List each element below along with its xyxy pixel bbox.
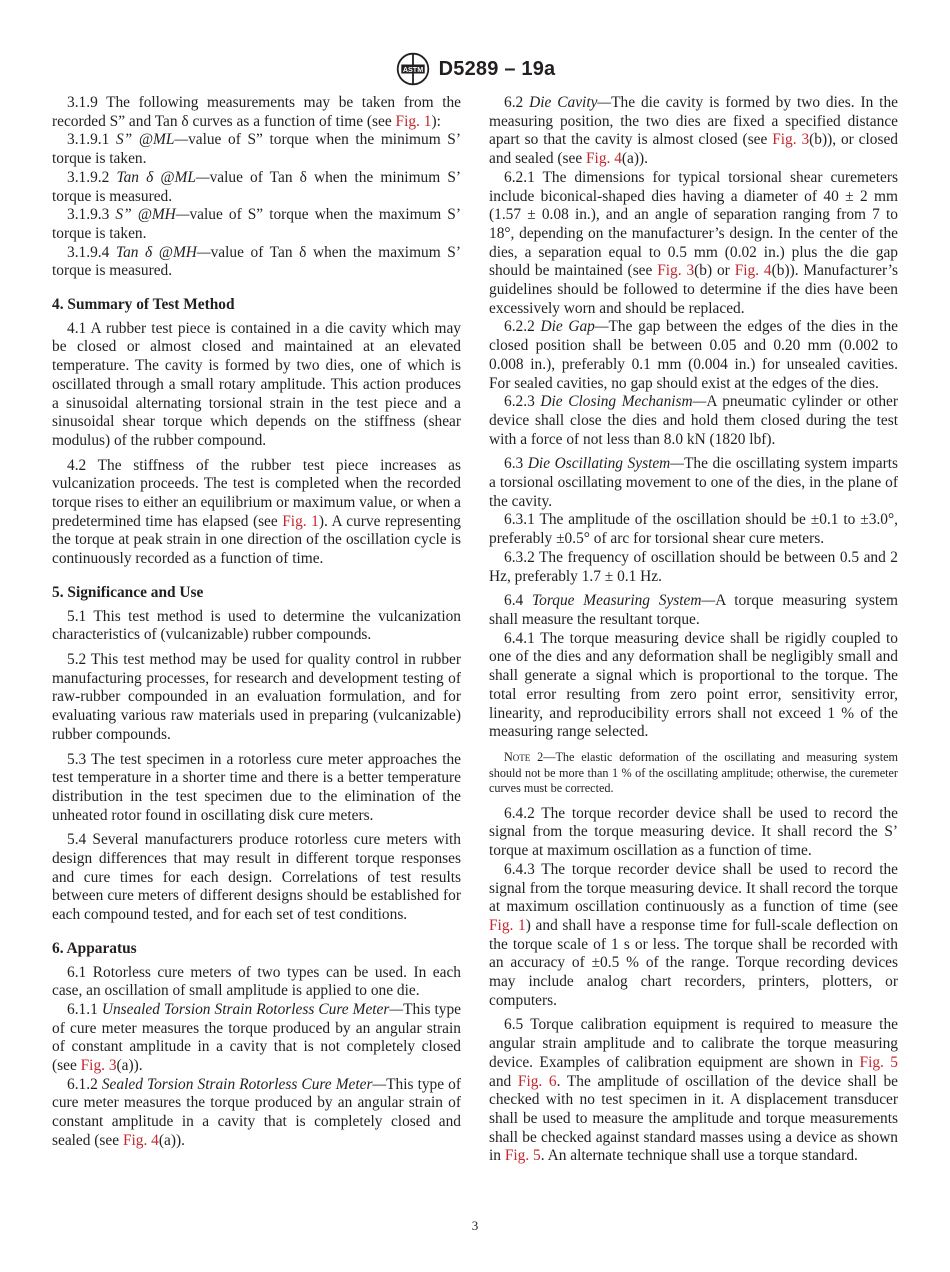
paragraph-6-4: 6.4 Torque Measuring System—A torque measuring system shall measure the resultant torque. bbox=[489, 592, 898, 628]
paragraph-6-2-1: 6.2.1 The dimensions for typical torsional shear curemeters include biconical-shaped dies having a diameter of 40 ± 2 mm (1.57 ± 0.08 in.), and an angle of separation ranging from 7 to 18°, depending on the manufacturer’s design. In the center of the dies, a separation equal to 0.5 mm (0.02 in.) plus the die gap should be maintained (see Fig. 3(b) or Fig. 4(b)). Manufacturer’s guidelines should be followed to determine if the dies have been excessively worn and should be replaced. bbox=[489, 168, 899, 317]
fig-4-link[interactable]: Fig. 4 bbox=[122, 1131, 159, 1149]
section-heading-4: 4. Summary of Test Method bbox=[52, 296, 235, 314]
paragraph-5-2: 5.2 This test method may be used for quality control in rubber manufacturing processes, for research and development testing of raw-rubber compounded in an evaluation formulation, and for evaluating various raw materials used in preparing (vulcanizable) rubber compounds. bbox=[52, 650, 461, 743]
fig-1-link[interactable]: Fig. 1 bbox=[395, 112, 432, 130]
paragraph-6-3-1: 6.3.1 The amplitude of the oscillation should be ±0.1 to ±3.0°, preferably ±0.5° of arc for torsional shear cure meters. bbox=[489, 511, 898, 548]
fig-1-link[interactable]: Fig. 1 bbox=[489, 916, 526, 934]
paragraph-6-3-2: 6.3.2 The frequency of oscillation should be between 0.5 and 2 Hz, preferably 1.7 ± 0.1 Hz. bbox=[489, 548, 898, 585]
paragraph-6-1-1: 6.1.1 Unsealed Torsion Strain Rotorless Cure Meter—This type of cure meter measures the torque produced by an angular strain of constant amplitude in a cavity that is not completely closed (see Fig. 3(a)). bbox=[52, 1000, 461, 1075]
fig-4-link[interactable]: Fig. 4 bbox=[734, 262, 772, 280]
paragraph-3-1-9-3: 3.1.9.3 S” @MH—value of S” torque when the maximum S’ torque is taken. bbox=[52, 206, 461, 242]
paragraph-5-3: 5.3 The test specimen in a rotorless cure meter approaches the test temperature in a shorter time and there is a better temperature distribution in the test specimen due to the elimination of the unheated rotor found in oscillating disk cure meters. bbox=[52, 750, 461, 824]
fig-3-link[interactable]: Fig. 3 bbox=[80, 1057, 117, 1075]
paragraph-6-5: 6.5 Torque calibration equipment is required to measure the angular strain amplitude and to calibrate the torque measuring device. Examples of calibration equipment are shown in Fig. 5 and Fig. 6. The amplitude of oscillation of the device shall be checked with no test specimen in it. A displacement transducer shall be used to measure the amplitude and torque measurements shall be checked against standard masses using a device as shown in Fig. 5. An alternate technique shall use a torque standard. bbox=[489, 1016, 898, 1165]
page-number: 3 bbox=[471, 1218, 479, 1233]
fig-3-link[interactable]: Fig. 3 bbox=[772, 131, 810, 149]
fig-5-link[interactable]: Fig. 5 bbox=[504, 1147, 541, 1165]
paragraph-6-2-2: 6.2.2 Die Gap—The gap between the edges of the dies in the closed position shall be between 0.05 and 0.20 mm (0.002 to 0.008 in.), preferably 0.1 mm (0.004 in.) for unsealed cavities. For sealed cavities, no gap should exist at the edges of the dies. bbox=[489, 318, 898, 392]
fig-5-link[interactable]: Fig. 5 bbox=[859, 1053, 898, 1071]
paragraph-3-1-9-1: 3.1.9.1 S” @ML—value of S” torque when the minimum S’ torque is taken. bbox=[52, 131, 461, 168]
note-2: Note 2—The elastic deformation of the oscillating and measuring system should not be more than 1 % of the oscillating amplitude; otherwise, the curemeter curves must be corrected. bbox=[489, 749, 898, 796]
left-column bbox=[52, 94, 461, 1151]
fig-4-link[interactable]: Fig. 4 bbox=[586, 150, 622, 168]
fig-3-link[interactable]: Fig. 3 bbox=[657, 262, 695, 280]
paragraph-5-1: 5.1 This test method is used to determine the vulcanization characteristics of (vulcanizable) rubber compounds. bbox=[52, 607, 461, 644]
paragraph-6-1: 6.1 Rotorless cure meters of two types can be used. In each case, an oscillation of small amplitude is applied to one die. bbox=[52, 963, 461, 1000]
page-header bbox=[0, 50, 950, 88]
paragraph-6-1-2: 6.1.2 Sealed Torsion Strain Rotorless Cure Meter—This type of cure meter measures the torque produced by an angular strain of constant amplitude in a cavity that is completely closed and sealed (see Fig. 4(a)). bbox=[52, 1075, 461, 1149]
paragraph-6-2-3: 6.2.3 Die Closing Mechanism—A pneumatic cylinder or other device shall close the dies and hold them closed during the test with a force of not less than 8.0 kN (1820 lbf). bbox=[489, 393, 898, 448]
section-heading-6: 6. Apparatus bbox=[52, 939, 137, 957]
paragraph-4-1: 4.1 A rubber test piece is contained in a die cavity which may be closed or almost closed and maintained at an elevated temperature. The cavity is formed by two dies, one of which is oscillated through a small rotary amplitude. This action produces a sinusoidal alternating torsional strain in the test piece and a sinusoidal shear torque which depends on the stiffness (shear modulus) of the rubber compound. bbox=[52, 319, 461, 449]
paragraph-3-1-9-4: 3.1.9.4 Tan δ @MH—value of Tan δ when the maximum S’ torque is measured. bbox=[52, 243, 461, 280]
section-heading-5: 5. Significance and Use bbox=[52, 583, 204, 601]
astm-logo-icon bbox=[395, 51, 431, 87]
fig-1-link[interactable]: Fig. 1 bbox=[282, 512, 319, 530]
fig-6-link[interactable]: Fig. 6 bbox=[517, 1072, 557, 1090]
paragraph-3-1-9: 3.1.9 The following measurements may be taken from the recorded S” and Tan δ curves as a function of time (see Fig. 1): bbox=[52, 94, 461, 130]
document-designation: D5289 – 19a bbox=[438, 57, 556, 80]
paragraph-5-4: 5.4 Several manufacturers produce rotorless cure meters with design differences that may result in different torque responses and cure times for each design. Correlations of test results between cure meters of different designs should be established for each compound tested, and for each set of test conditions. bbox=[52, 831, 461, 924]
logo-text: ASTM bbox=[402, 65, 423, 75]
paragraph-6-4-3: 6.4.3 The torque recorder device shall be used to record the signal from the torque measuring device. It shall record the torque at maximum oscillation continuously as a function of time (see Fig. 1) and shall have a response time for full-scale deflection on the torque scale of 1 s or less. The torque shall be recorded with an accuracy of ±0.5 % of the range. Torque recording devices may include analog chart recorders, printers, plotters, or computers. bbox=[489, 860, 899, 1009]
paragraph-4-2: 4.2 The stiffness of the rubber test piece increases as vulcanization proceeds. The test is completed when the recorded torque rises to either an equilibrium or maximum value, or when a predetermined time has elapsed (see Fig. 1). A curve representing the torque at peak strain in one direction of the oscillation cycle is continuously recorded as a function of time. bbox=[52, 456, 461, 568]
paragraph-6-2: 6.2 Die Cavity—The die cavity is formed by two dies. In the measuring position, the two dies are fixed a specified distance apart so that the cavity is almost closed (see Fig. 3(b)), or closed and sealed (see Fig. 4(a)). bbox=[489, 94, 898, 168]
paragraph-3-1-9-2: 3.1.9.2 Tan δ @ML—value of Tan δ when the minimum S’ torque is measured. bbox=[52, 168, 462, 205]
paragraph-6-3: 6.3 Die Oscillating System—The die oscillating system imparts a torsional oscillating movement to one of the dies, in the plane of the cavity. bbox=[489, 455, 898, 510]
right-column bbox=[489, 94, 898, 1166]
paragraph-6-4-1: 6.4.1 The torque measuring device shall be rigidly coupled to one of the dies and any deformation shall be negligibly small and shall generate a signal which is proportional to the torque. The total error resulting from zero point error, sensitivity error, linearity, and reproducibility errors shall not exceed 1 % of the measuring range selected. bbox=[489, 629, 898, 741]
paragraph-6-4-2: 6.4.2 The torque recorder device shall be used to record the signal from the torque measuring device. It shall record the S’ torque at maximum oscillation as a function of time. bbox=[489, 804, 898, 860]
